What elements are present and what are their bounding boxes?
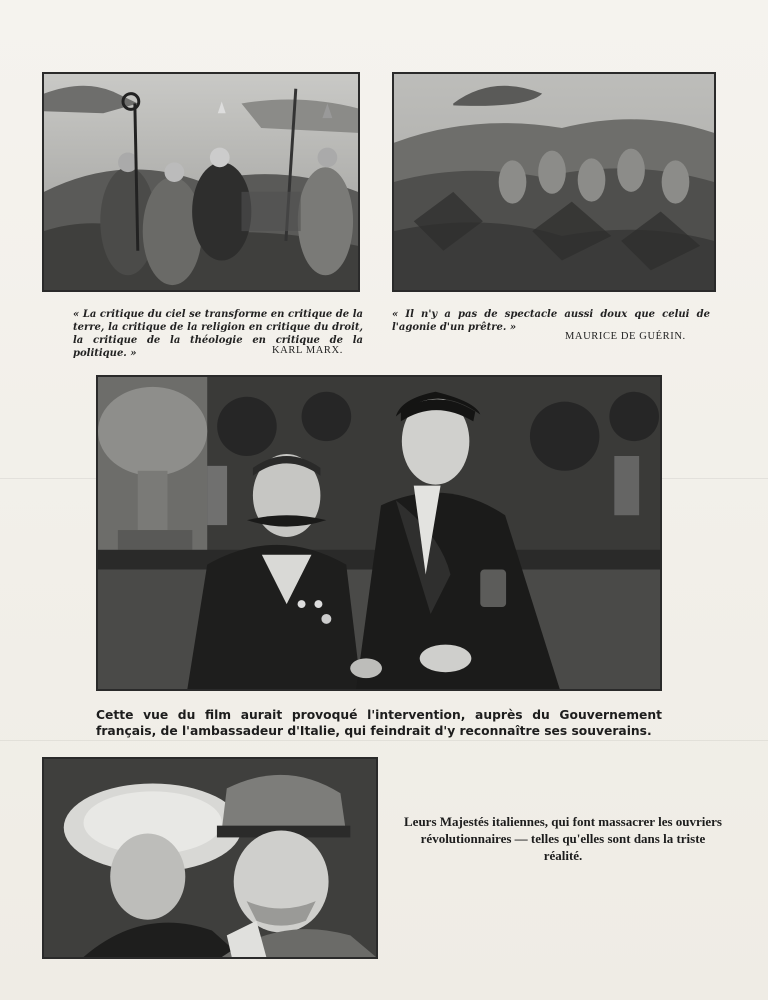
caption-film-still: Cette vue du film aurait provoqué l'intervention, auprès du Gouvernement français, de l'ambassadeur d'Italie, qui feindrait d'y reconnaître ses souverains. bbox=[96, 708, 662, 738]
caption-italian-royals: Leurs Majestés italiennes, qui font massacrer les ouvriers révolutionnaires — telles qu'elles sont dans la triste réalité. bbox=[404, 814, 722, 863]
quote-maurice-de-guerin: « Il n'y a pas de spectacle aussi doux que celui de l'agonie d'un prêtre. » bbox=[392, 309, 710, 333]
photo-figures-in-rocks bbox=[392, 72, 716, 292]
paper-fold-line bbox=[0, 740, 768, 741]
author-karl-marx: KARL MARX. bbox=[272, 345, 343, 356]
photo-film-still-couple bbox=[96, 375, 662, 691]
author-maurice-de-guerin: MAURICE DE GUÉRIN. bbox=[565, 331, 686, 342]
quote-karl-marx: « La critique du ciel se transforme en critique de la terre, la critique de la religion en critique du droit, la critique de la théologie en critique de la politique. » bbox=[73, 309, 363, 359]
photo-bishops-on-rocks bbox=[42, 72, 360, 292]
photo-italian-royals bbox=[42, 757, 378, 959]
